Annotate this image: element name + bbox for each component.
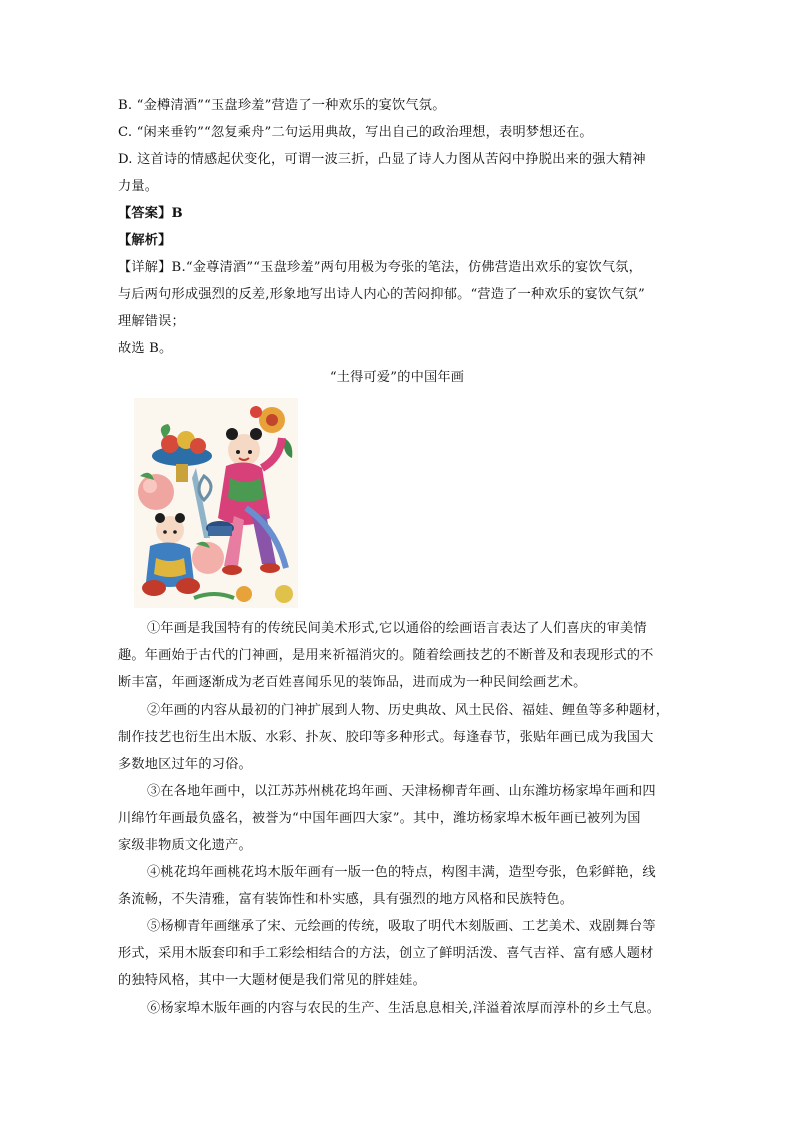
paragraph-line: ④桃花坞年画桃花坞木版年画有一版一色的特点，构图丰满，造型夸张，色彩鲜艳，线 — [147, 865, 656, 880]
paragraph-line: 形式，采用木版套印和手工彩绘相结合的方法，创立了鲜明活泼、喜气吉祥、富有感人题材 — [118, 946, 654, 961]
paragraph-line: ⑥杨家埠木版年画的内容与农民的生产、生活息息相关,洋溢着浓厚而淳朴的乡土气息。 — [147, 1001, 661, 1016]
option-d: D. 这首诗的情感起伏变化，可谓一波三折，凸显了诗人力图从苦闷中挣脱出来的强大精神 — [118, 152, 646, 167]
paragraph-line: 趣。年画始于古代的门神画，是用来祈福消灾的。随着绘画技艺的不断普及和表现形式的不 — [118, 648, 654, 663]
paragraph-line: 制作技艺也衍生出木版、水彩、扑灰、胶印等多种形式。每逢春节，张贴年画已成为我国大 — [118, 730, 654, 745]
paragraph-line: ③在各地年画中，以江苏苏州桃花坞年画、天津杨柳青年画、山东潍坊杨家埠年画和四 — [147, 784, 656, 799]
option-c: C. “闲来垂钓”“忽复乘舟”二句运用典故，写出自己的政治理想，表明梦想还在。 — [118, 125, 593, 140]
paragraph-line: ①年画是我国特有的传统民间美术形式,它以通俗的绘画语言表达了人们喜庆的审美情 — [147, 621, 647, 636]
paragraph-line: ⑤杨柳青年画继承了宋、元绘画的传统，吸取了明代木刻版画、工艺美术、戏剧舞台等 — [147, 919, 656, 934]
analysis-heading: 【解析】 — [118, 233, 172, 248]
analysis-line: 【详解】B.“金尊清酒”“玉盘珍羞”两句用极为夸张的笔法，仿佛营造出欢乐的宴饮气氛， — [118, 260, 642, 275]
analysis-line: 与后两句形成强烈的反差,形象地写出诗人内心的苦闷抑郁。“营造了一种欢乐的宴饮气氛” — [118, 287, 645, 302]
article-title: “土得可爱”的中国年画 — [329, 370, 465, 385]
paragraph-line: 断丰富，年画逐渐成为老百姓喜闻乐见的装饰品，进而成为一种民间绘画艺术。 — [118, 675, 587, 690]
answer-label: 【答案】B — [118, 206, 183, 221]
paragraph-line: 家级非物质文化遗产。 — [118, 838, 252, 853]
paragraph-line: ②年画的内容从最初的门神扩展到人物、历史典故、风土民俗、福娃、鲤鱼等多种题材， — [147, 703, 670, 718]
analysis-line: 故选 B。 — [118, 341, 173, 356]
paragraph-line: 条流畅，不失清雅，富有装饰性和朴实感，具有强烈的地方风格和民族特色。 — [118, 892, 574, 907]
paragraph-line: 多数地区过年的习俗。 — [118, 757, 252, 772]
new-year-painting-illustration — [134, 398, 298, 608]
paragraph-line: 川绵竹年画最负盛名，被誉为“中国年画四大家”。其中，潍坊杨家埠木板年画已被列为国 — [118, 811, 641, 826]
paragraph-line: 的独特风格，其中一大题材便是我们常见的胖娃娃。 — [118, 973, 426, 988]
option-b: B. “金樽清酒”“玉盘珍羞”营造了一种欢乐的宴饮气氛。 — [118, 98, 446, 113]
option-d-continued: 力量。 — [118, 179, 159, 194]
new-year-painting-image — [134, 398, 298, 608]
analysis-line: 理解错误； — [118, 314, 185, 329]
